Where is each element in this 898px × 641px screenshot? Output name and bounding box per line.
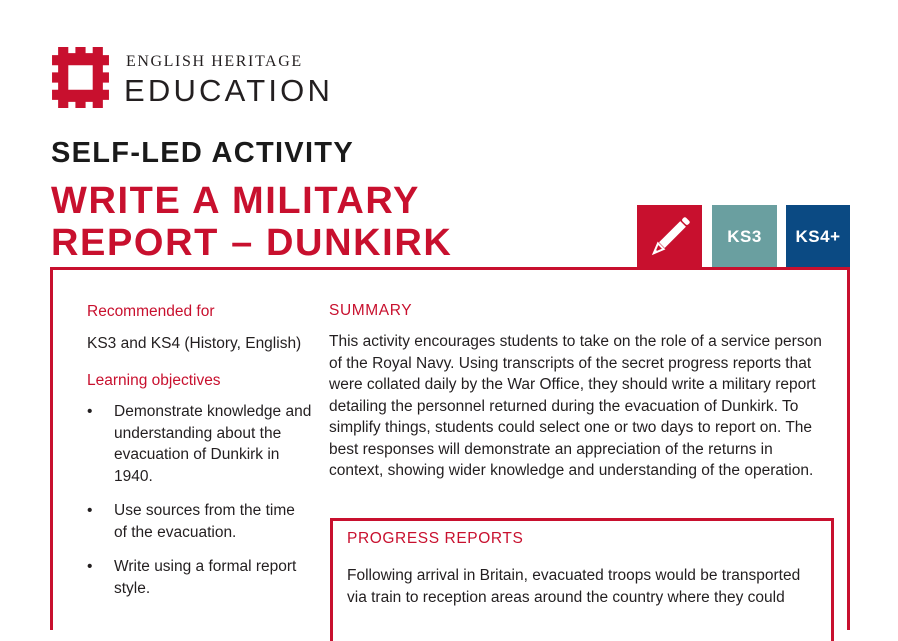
summary-text: This activity encourages students to take on the role of a service person of the Royal Navy. Using transcripts of the secret progress reports that were collated daily by the War Office, they should write a military report detailing the personnel returned during the evacuation of Dunkirk. To simplify things, students could select one or two days to report on. The best responses will demonstrate an appreciation of the returns in context, showing wider knowledge and understanding of the operation.	[329, 333, 822, 479]
learning-objective-item	[87, 556, 312, 599]
learning-objective-text: Use sources from the time of the evacuation.	[114, 502, 295, 541]
learning-objective-text: Demonstrate knowledge and understanding about the evacuation of Dunkirk in 1940.	[114, 403, 312, 485]
bullet-icon: •	[87, 502, 93, 519]
activity-type-heading: SELF-LED ACTIVITY	[51, 137, 354, 169]
recommended-for-value: KS3 and KS4 (History, English)	[87, 335, 302, 352]
learning-objectives-label: Learning objectives	[87, 372, 221, 389]
learning-objective-text: Write using a formal report style.	[114, 558, 297, 597]
key-stage-3-badge: KS3	[712, 205, 777, 268]
writing-activity-badge	[637, 205, 702, 268]
recommended-for-label: Recommended for	[87, 303, 215, 320]
brand-name-main: EDUCATION	[124, 73, 334, 108]
page-title-line-1: WRITE A MILITARY	[51, 180, 420, 222]
learning-objective-item	[87, 401, 312, 487]
brand-name-top: ENGLISH HERITAGE	[126, 53, 303, 70]
bullet-icon: •	[87, 403, 93, 420]
progress-reports-text: Following arrival in Britain, evacuated troops would be transported via train to reception areas around the country where they could	[347, 567, 801, 606]
page-title-line-2: REPORT – DUNKIRK	[51, 222, 453, 264]
bullet-icon: •	[87, 558, 93, 575]
pencil-icon	[647, 214, 693, 260]
english-heritage-logo-icon	[50, 47, 111, 108]
summary-heading: SUMMARY	[329, 302, 413, 319]
learning-objective-item	[87, 500, 312, 543]
progress-reports-heading: PROGRESS REPORTS	[347, 530, 524, 547]
learning-objectives-list	[87, 401, 312, 612]
key-stage-4-badge: KS4+	[786, 205, 850, 268]
